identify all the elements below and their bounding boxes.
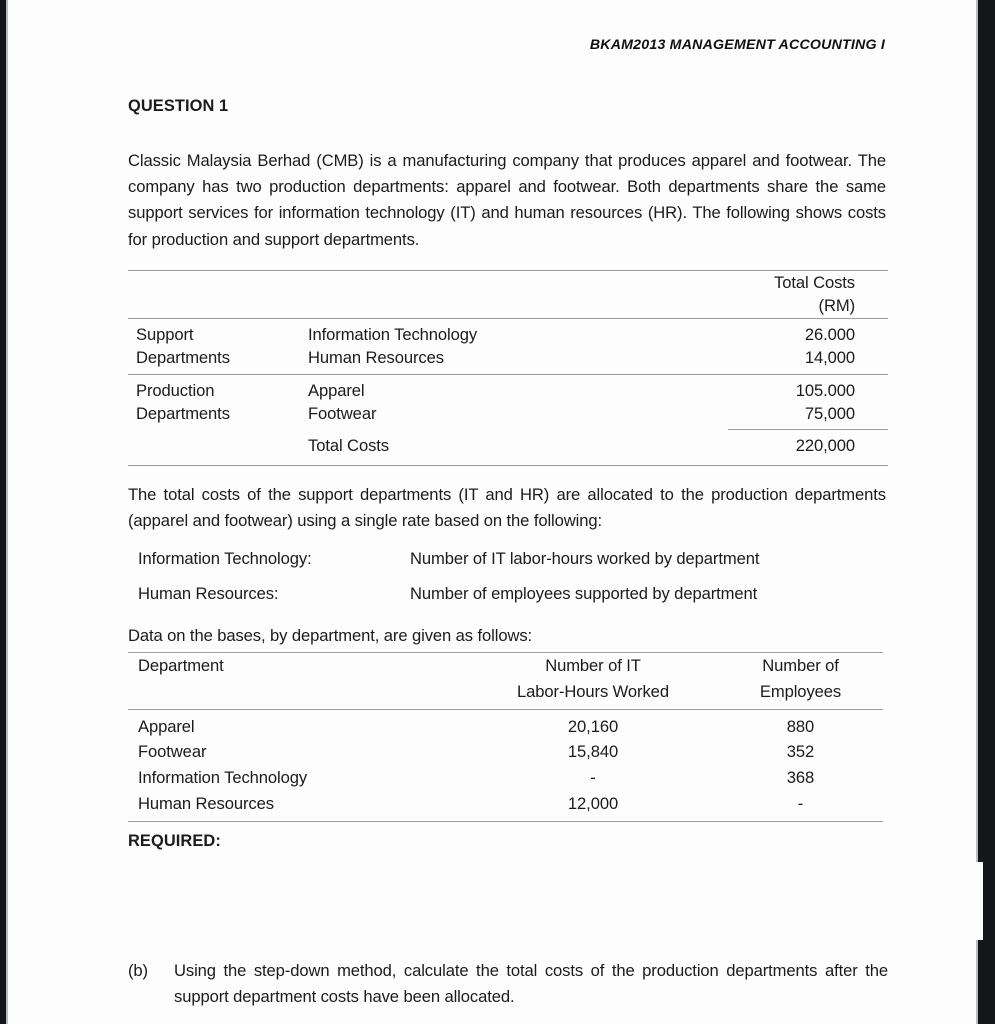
cell-it-hours-footwear: 15,840 (567, 742, 619, 762)
row-label-information-technology: Information Technology (308, 324, 478, 344)
basis-department-hr: Human Resources: (138, 584, 279, 603)
table-row (128, 714, 883, 740)
list-item (128, 583, 886, 618)
basis-description-it: Number of IT labor-hours worked by department (410, 549, 760, 568)
allocation-bases-list (128, 548, 886, 618)
part-b-text: Using the step-down method, calculate the total costs of the production departments after the support department costs have been allocated. (174, 961, 888, 1007)
row-value-total-costs: 220,000 (795, 436, 855, 456)
intro-paragraph: Classic Malaysia Berhad (CMB) is a manufacturing company that produces apparel and footwear. The company has two production departments: apparel and footwear. Both departments share the same support services for information technology (IT) and human resources (HR). The following shows costs for production and support departments. (128, 151, 886, 249)
part-b-label: (b) (128, 961, 148, 980)
cell-employees-human-resources: - (797, 793, 804, 813)
page-title: QUESTION 1 (128, 97, 229, 115)
bases-table-lead-in: Data on the bases, by department, are given as follows: (128, 626, 533, 645)
page-curl-artifact (957, 862, 983, 940)
table-rule-bottom (128, 465, 888, 466)
cell-employees-footwear: 352 (786, 742, 815, 762)
cell-it-hours-apparel: 20,160 (567, 716, 619, 736)
row-value-information-technology: 26.000 (804, 324, 855, 344)
cell-employees-information-technology: 368 (786, 768, 815, 788)
column-header-it-hours-line1: Number of IT (545, 656, 641, 675)
table-row (128, 791, 883, 817)
table-rule-bottom (128, 821, 883, 822)
table-row (128, 765, 883, 791)
row-label-total-costs: Total Costs (308, 436, 389, 456)
row-label-human-resources: Human Resources (308, 348, 444, 368)
department-costs-table (128, 270, 888, 466)
table-row (128, 379, 888, 402)
course-header: BKAM2013 MANAGEMENT ACCOUNTING I (589, 37, 885, 53)
spacer (128, 458, 888, 466)
question-part-b (128, 958, 888, 1011)
list-item (128, 548, 886, 583)
cell-department-human-resources: Human Resources (138, 793, 274, 813)
table-row (128, 323, 888, 346)
cell-department-footwear: Footwear (138, 742, 207, 762)
table-header-row-2 (128, 294, 888, 318)
group-label-support-line2: Departments (136, 348, 230, 368)
column-header-currency: (RM) (818, 296, 855, 316)
group-label-production-line2: Departments (136, 404, 230, 424)
group-label-support-line1: Support (136, 324, 194, 344)
cell-department-apparel: Apparel (138, 716, 195, 736)
bases-data-table (128, 652, 883, 822)
row-value-apparel: 105.000 (795, 380, 855, 400)
column-header-department: Department (138, 656, 224, 675)
row-value-footwear: 75,000 (804, 404, 855, 424)
basis-description-hr: Number of employees supported by department (410, 584, 758, 603)
cell-it-hours-information-technology: - (590, 768, 596, 788)
row-label-apparel: Apparel (308, 380, 365, 400)
column-header-employees-line1: Number of (762, 656, 839, 675)
table-row (128, 402, 888, 425)
required-heading: REQUIRED: (128, 832, 221, 850)
table-row (128, 739, 883, 765)
allocation-paragraph: The total costs of the support departments (IT and HR) are allocated to the production departments (apparel and footwear) using a single rate based on the following: (128, 485, 886, 531)
row-value-human-resources: 14,000 (804, 348, 855, 368)
scan-left-seam (6, 0, 8, 1024)
cell-it-hours-human-resources: 12,000 (567, 793, 619, 813)
column-header-total-costs: Total Costs (774, 273, 855, 292)
column-header-it-hours-line2: Labor-Hours Worked (517, 681, 669, 701)
table-row (128, 346, 888, 369)
row-label-footwear: Footwear (308, 404, 377, 424)
table-header-row-1 (128, 271, 888, 294)
table-row-total (128, 434, 888, 457)
group-label-production-line1: Production (136, 380, 215, 400)
document-page (8, 0, 976, 1024)
column-header-employees-line2: Employees (759, 681, 842, 701)
cell-employees-apparel: 880 (786, 716, 815, 736)
table-header-row-2 (128, 679, 883, 705)
cell-department-information-technology: Information Technology (138, 768, 308, 788)
basis-department-it: Information Technology: (138, 549, 312, 568)
table-header-row-1 (128, 653, 883, 679)
